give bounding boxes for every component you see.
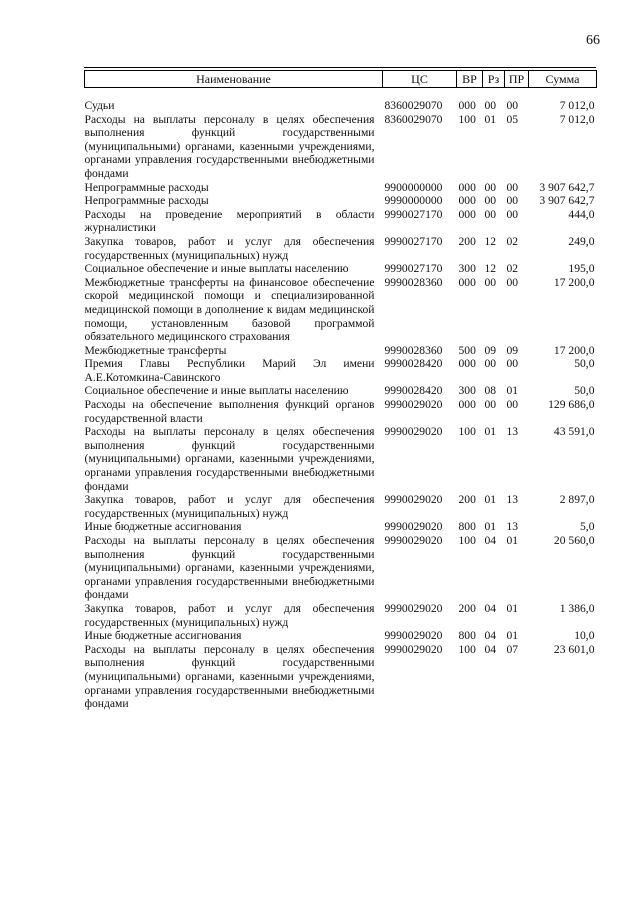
- table-row: [85, 194, 597, 208]
- row-cs: 9990029020: [384, 601, 443, 615]
- row-vr: 000: [458, 194, 476, 208]
- row-name: Социальное обеспечение и иные выплаты населению: [84, 262, 349, 276]
- row-rz: 00: [484, 398, 497, 412]
- page-number: 66: [586, 33, 600, 48]
- row-rz: 00: [484, 180, 497, 194]
- row-sum: 7 012,0: [559, 112, 595, 126]
- row-sum: 50,0: [574, 357, 595, 371]
- row-pr: 00: [506, 194, 519, 208]
- row-rz: 00: [484, 357, 497, 371]
- row-vr: 200: [458, 601, 476, 615]
- row-rz: 04: [484, 629, 497, 643]
- row-name: Расходы на выплаты персоналу в целях обеспечения выполнения функций государственными (муниципальными) органами, казенными учреждениями, органами управления государственными внебюджетными фондами: [84, 112, 375, 180]
- row-pr: 13: [506, 425, 519, 439]
- row-vr: 000: [458, 398, 476, 412]
- row-sum: 23 601,0: [553, 642, 595, 656]
- row-pr: 05: [506, 112, 519, 126]
- row-cs: 9990029020: [384, 398, 443, 412]
- table-row: [85, 262, 597, 276]
- row-sum: 17 200,0: [553, 275, 595, 289]
- table-row: [85, 344, 597, 358]
- table-row: [85, 357, 597, 384]
- row-rz: 00: [484, 194, 497, 208]
- row-cs: 8360029070: [384, 99, 443, 112]
- row-rz: 00: [484, 275, 497, 289]
- row-pr: 00: [506, 398, 519, 412]
- row-pr: 13: [506, 493, 519, 507]
- row-rz: 04: [484, 534, 497, 547]
- table-row: [85, 113, 597, 181]
- row-pr: 00: [506, 99, 519, 112]
- row-pr: 01: [506, 384, 519, 398]
- row-rz: 04: [484, 642, 497, 656]
- row-rz: 12: [484, 262, 497, 276]
- row-rz: 01: [484, 112, 497, 126]
- table-header-row: [85, 71, 597, 88]
- table-row: [85, 520, 597, 534]
- row-vr: 000: [458, 99, 476, 112]
- row-vr: 100: [458, 534, 476, 547]
- row-vr: 200: [458, 493, 476, 507]
- table-row: [85, 88, 597, 113]
- row-rz: 09: [484, 343, 497, 357]
- row-cs: 9900000000: [384, 180, 443, 194]
- row-sum: 20 560,0: [553, 534, 595, 547]
- table-row: [85, 643, 597, 711]
- header-vr: ВР: [457, 71, 483, 88]
- row-name: Непрограммные расходы: [84, 180, 209, 194]
- row-name: Расходы на обеспечение выполнения функций органов государственной власти: [84, 398, 375, 425]
- row-cs: 9990028360: [384, 275, 443, 289]
- row-sum: 444,0: [568, 207, 595, 221]
- row-sum: 5,0: [580, 520, 595, 534]
- row-cs: 8360029070: [384, 112, 443, 126]
- row-rz: 01: [484, 493, 497, 507]
- header-sum: Сумма: [529, 71, 597, 88]
- row-sum: 3 907 642,7: [539, 194, 595, 208]
- row-cs: 9990029020: [384, 629, 443, 643]
- row-rz: 04: [484, 601, 497, 615]
- row-vr: 000: [458, 357, 476, 371]
- table-row: [85, 398, 597, 425]
- row-pr: 13: [506, 520, 519, 534]
- row-sum: 17 200,0: [553, 343, 595, 357]
- row-cs: 9990029020: [384, 493, 443, 507]
- table-row: [85, 602, 597, 629]
- row-name: Судьи: [84, 99, 115, 112]
- row-name: Расходы на выплаты персоналу в целях обеспечения выполнения функций государственными (муниципальными) органами, казенными учреждениями, органами управления государственными внебюджетными фондами: [84, 534, 375, 602]
- row-cs: 9990027170: [384, 262, 443, 276]
- row-cs: 9990027170: [384, 234, 443, 248]
- row-sum: 10,0: [574, 629, 595, 643]
- row-pr: 01: [506, 629, 519, 643]
- header-name: Наименование: [85, 71, 383, 88]
- row-pr: 00: [506, 357, 519, 371]
- row-sum: 2 897,0: [559, 493, 595, 507]
- row-vr: 800: [458, 629, 476, 643]
- row-cs: 9990029020: [384, 425, 443, 439]
- row-vr: 500: [458, 343, 476, 357]
- table-row: [85, 235, 597, 262]
- row-name: Расходы на выплаты персоналу в целях обеспечения выполнения функций государственными (муниципальными) органами, казенными учреждениями, органами управления государственными внебюджетными фондами: [84, 425, 375, 493]
- table-row: [85, 629, 597, 643]
- row-rz: 01: [484, 520, 497, 534]
- row-sum: 249,0: [568, 234, 595, 248]
- budget-table: [84, 70, 597, 711]
- row-pr: 00: [506, 180, 519, 194]
- header-pr: ПР: [505, 71, 529, 88]
- row-sum: 195,0: [568, 262, 595, 276]
- row-cs: 9990029020: [384, 534, 443, 547]
- header-cs: ЦС: [383, 71, 457, 88]
- row-vr: 100: [458, 425, 476, 439]
- row-vr: 300: [458, 262, 476, 276]
- row-name: Непрограммные расходы: [84, 194, 209, 208]
- table-row: [85, 425, 597, 493]
- table-row: [85, 493, 597, 520]
- row-pr: 00: [506, 207, 519, 221]
- row-sum: 1 386,0: [559, 601, 595, 615]
- row-name: Закупка товаров, работ и услуг для обеспечения государственных (муниципальных) нужд: [84, 601, 375, 629]
- row-vr: 300: [458, 384, 476, 398]
- row-name: Расходы на проведение мероприятий в области журналистики: [84, 207, 375, 235]
- row-name: Межбюджетные трансферты на финансовое обеспечение скорой медицинской помощи и специализированной медицинской помощи в дополнение к видам медицинской помощи, установленным базовой программой обязательного медицинского страхования: [84, 275, 375, 344]
- row-sum: 7 012,0: [559, 99, 595, 112]
- row-name: Расходы на выплаты персоналу в целях обеспечения выполнения функций государственными (муниципальными) органами, казенными учреждениями, органами управления государственными внебюджетными фондами: [84, 642, 375, 711]
- row-sum: 129 686,0: [548, 398, 595, 412]
- row-cs: 9990000000: [384, 194, 443, 208]
- row-rz: 08: [484, 384, 497, 398]
- row-name: Закупка товаров, работ и услуг для обеспечения государственных (муниципальных) нужд: [84, 234, 375, 262]
- row-sum: 3 907 642,7: [539, 180, 595, 194]
- row-name: Премия Главы Республики Марий Эл имени А.Е.Котомкина-Савинского: [84, 357, 375, 384]
- row-name: Иные бюджетные ассигнования: [84, 520, 242, 534]
- row-rz: 00: [484, 207, 497, 221]
- row-vr: 200: [458, 234, 476, 248]
- row-cs: 9990028360: [384, 343, 443, 357]
- row-pr: 07: [506, 642, 519, 656]
- row-sum: 50,0: [574, 384, 595, 398]
- row-rz: 01: [484, 425, 497, 439]
- row-name: Закупка товаров, работ и услуг для обеспечения государственных (муниципальных) нужд: [84, 493, 375, 520]
- row-vr: 000: [458, 207, 476, 221]
- row-sum: 43 591,0: [553, 425, 595, 439]
- row-pr: 01: [506, 601, 519, 615]
- top-rule: [84, 67, 596, 68]
- row-vr: 000: [458, 180, 476, 194]
- row-vr: 000: [458, 275, 476, 289]
- row-cs: 9990027170: [384, 207, 443, 221]
- table-row: [85, 384, 597, 398]
- table-row: [85, 534, 597, 602]
- row-name: Межбюджетные трансферты: [84, 343, 227, 357]
- row-pr: 02: [506, 234, 519, 248]
- header-rz: Рз: [483, 71, 505, 88]
- table-row: [85, 276, 597, 344]
- row-cs: 9990028420: [384, 384, 443, 398]
- row-cs: 9990029020: [384, 520, 443, 534]
- row-name: Иные бюджетные ассигнования: [84, 629, 242, 643]
- row-vr: 100: [458, 112, 476, 126]
- table-row: [85, 208, 597, 235]
- row-pr: 00: [506, 275, 519, 289]
- row-vr: 100: [458, 642, 476, 656]
- row-vr: 800: [458, 520, 476, 534]
- row-pr: 02: [506, 262, 519, 276]
- row-pr: 09: [506, 343, 519, 357]
- row-rz: 00: [484, 99, 497, 112]
- row-name: Социальное обеспечение и иные выплаты населению: [84, 384, 349, 398]
- table-row: [85, 181, 597, 195]
- row-rz: 12: [484, 234, 497, 248]
- row-cs: 9990028420: [384, 357, 443, 371]
- row-pr: 01: [506, 534, 519, 547]
- row-cs: 9990029020: [384, 642, 443, 656]
